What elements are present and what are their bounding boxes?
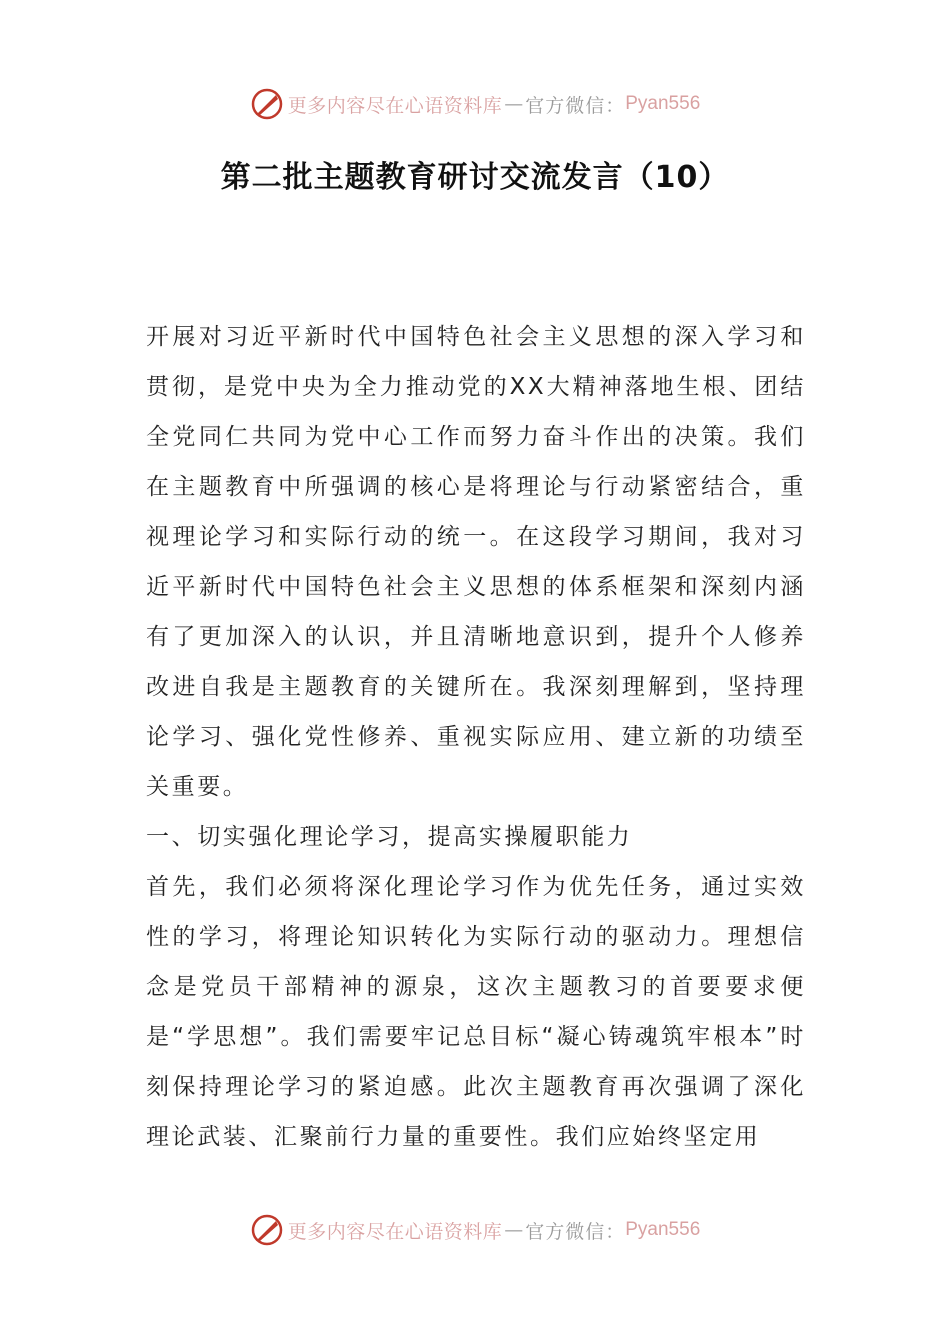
paragraph-intro: 开展对习近平新时代中国特色社会主义思想的深入学习和贯彻，是党中央为全力推动党的XX大精神落地生根、团结全党同仁共同为党中心工作而努力奋斗作出的决策。我们在主题教育中所强调的核心是将理论与行动紧密结合，重视理论学习和实际行动的统一。在这段学习期间，我对习近平新时代中国特色社会主义思想的体系框架和深刻内涵有了更加深入的认识，并且清晰地意识到，提升个人修养改进自我是主题教育的关键所在。我深刻理解到，坚持理论学习、强化党性修养、重视实际应用、建立新的功绩至关重要。 — [146, 324, 806, 800]
paragraph-section-1: 首先，我们必须将深化理论学习作为优先任务，通过实效性的学习，将理论知识转化为实际行动的驱动力。理想信念是党员干部精神的源泉，这次主题教习的首要要求便是“学思想”。我们需要牢记总目标“凝心铸魂筑牢根本”时刻保持理论学习的紧迫感。此次主题教育再次强调了深化理论武装、汇聚前行力量的重要性。我们应始终坚定用 — [146, 874, 806, 1150]
header-banner — [0, 84, 950, 124]
banner-wechat-id: Pyan556 — [625, 1219, 701, 1240]
banner-wechat-label: 官方微信： — [525, 1220, 626, 1243]
footer-banner — [0, 1210, 950, 1250]
banner-wechat-label: 官方微信： — [525, 94, 626, 117]
banner-separator: — — [504, 93, 524, 115]
banner-wechat-id: Pyan556 — [625, 93, 701, 114]
quill-logo-icon — [250, 1213, 284, 1247]
document-body — [146, 312, 806, 1162]
quill-logo-icon — [250, 87, 284, 121]
banner-text: 更多内容尽在心语资料库 — [287, 1220, 503, 1243]
section-heading-1: 一、切实强化理论学习，提高实操履职能力 — [146, 824, 633, 850]
banner-text: 更多内容尽在心语资料库 — [287, 94, 503, 117]
banner-separator: — — [504, 1219, 524, 1241]
document-title: 第二批主题教育研讨交流发言（10） — [220, 160, 730, 195]
